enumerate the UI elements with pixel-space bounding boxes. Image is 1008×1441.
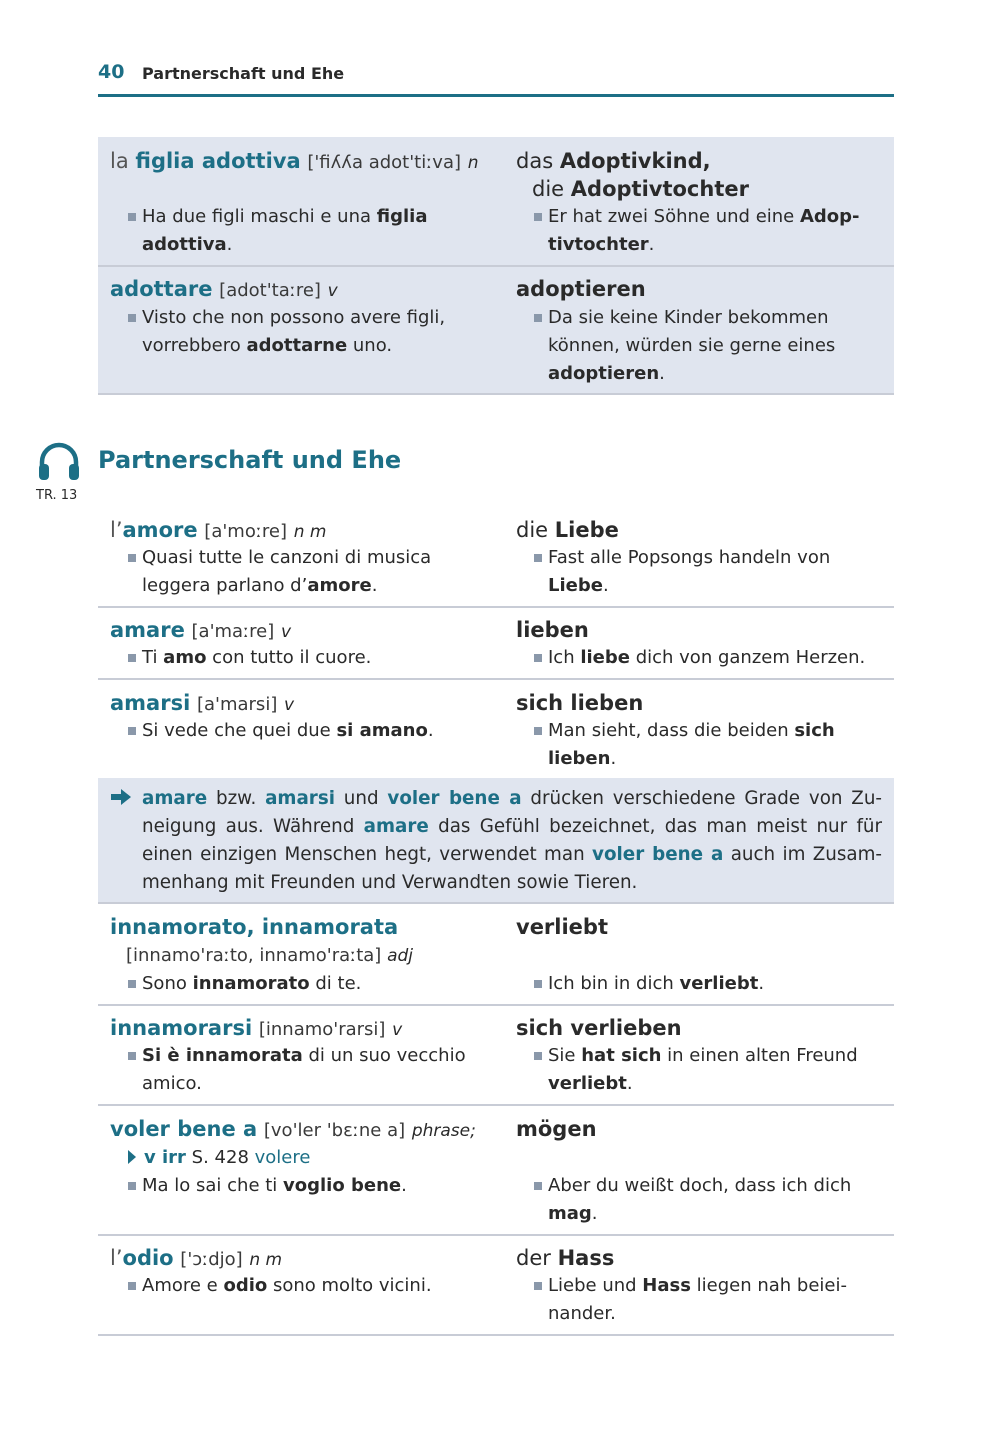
article: das [516,149,554,173]
entry-figlia-adottiva [98,137,894,267]
part-of-speech: adj [387,946,413,966]
example-line: Amore e odio sono molto vicini. [142,1275,432,1296]
usage-note [98,778,894,904]
entry-odio [98,1236,894,1336]
note-line: menhang mit Freunden und Verwandten sowie Tieren. [142,872,638,893]
bullet-icon [534,213,542,221]
example-line: Fast alle Popsongs handeln von [548,547,831,568]
translation-line [516,516,619,544]
translation-line [516,275,646,303]
bullet-icon [534,1052,542,1060]
pronunciation: [a'marsi] [196,694,278,715]
note-line: neigung aus. Während amare das Gefühl bezeichnet, das man meist nur für [142,816,882,837]
headphones-icon[interactable] [36,440,82,482]
entry-amarsi [98,680,894,778]
headword: figlia adottiva [135,149,301,173]
example-line: tivtochter. [548,234,655,255]
article: l’ [110,1246,123,1270]
headword-line [110,275,338,305]
headword: voler bene a [110,1117,258,1141]
example-line: können, würden sie gerne eines [548,335,836,356]
article: die [532,177,565,201]
headword-line [110,1115,476,1145]
entry-innamorarsi [98,1006,894,1106]
translation: verliebt [516,915,608,939]
entry-amore [98,508,894,608]
bullet-icon [128,554,136,562]
pronunciation: [innamo'raːto, innamo'raːta] [126,945,382,966]
bullet-icon [128,314,136,322]
example-line: Er hat zwei Söhne und eine Adop- [548,206,860,227]
bullet-icon [128,1182,136,1190]
example-line: Aber du weißt doch, dass ich dich [548,1175,852,1196]
example-line: Sie hat sich in einen alten Freund [548,1045,858,1066]
headword: amarsi [110,691,191,715]
pronunciation: [adot'taːre] [219,280,321,301]
bullet-icon [534,727,542,735]
bullet-icon [534,1182,542,1190]
page-number: 40 [98,61,125,83]
example-line: Man sieht, dass die beiden sich [548,720,835,741]
triangle-right-icon [128,1150,136,1164]
translation-line [532,175,749,203]
headword-line [110,1014,402,1044]
translation-line [516,1115,597,1143]
pronunciation-line [126,942,413,970]
bullet-icon [128,980,136,988]
cross-reference[interactable]: v irr S. 428 volere [128,1144,310,1172]
article: der [516,1246,551,1270]
entry-innamorato [98,904,894,1006]
pronunciation: [innamo'rarsi] [258,1019,386,1040]
translation: lieben [516,618,589,642]
headword: odio [122,1246,174,1270]
running-header [98,58,894,97]
pronunciation: ['fiʎʎa adot'tiːva] [307,152,461,173]
translation-line [516,616,589,644]
translation-line [516,147,711,175]
headword: amare [110,618,185,642]
translation: mögen [516,1117,597,1141]
example-line: Ma lo sai che ti voglio bene. [142,1175,407,1196]
bullet-icon [128,654,136,662]
part-of-speech: phrase; [411,1121,476,1141]
pronunciation: ['ɔːdjo] [180,1249,243,1270]
translation-line [516,1244,614,1272]
part-of-speech: n m [249,1250,283,1270]
translation: Adoptivkind, [559,149,711,173]
headword-line [110,616,291,646]
track-label: TR. 13 [36,488,78,503]
headword-line [110,1244,282,1274]
bullet-icon [128,727,136,735]
example-line: nander. [548,1303,616,1324]
example-line: Si è innamorata di un suo vecchio [142,1045,466,1066]
bullet-icon [128,1052,136,1060]
note-line: amare bzw. amarsi und voler bene a drücken verschiedene Grade von Zu- [142,788,883,809]
example-line: Si vede che quei due si amano. [142,720,434,741]
bullet-icon [534,554,542,562]
bullet-icon [534,654,542,662]
article: l’ [110,518,123,542]
example-line: Visto che non possono avere figli, [142,307,446,328]
entry-amare [98,608,894,680]
example-line: Ha due figli maschi e una figlia [142,206,428,227]
bullet-icon [534,980,542,988]
bullet-icon [534,314,542,322]
headword: adottare [110,277,213,301]
example-line: adoptieren. [548,363,665,384]
bullet-icon [128,1282,136,1290]
example-line: Da sie keine Kinder bekommen [548,307,829,328]
entry-voler-bene-a [98,1106,894,1236]
example-line: Liebe und Hass liegen nah beiei- [548,1275,848,1296]
example-line: Quasi tutte le canzoni di musica [142,547,432,568]
headword: amore [122,518,198,542]
headword-line [110,689,294,719]
example-line: lieben. [548,748,617,769]
entry-adottare [98,267,894,395]
example-line: Sono innamorato di te. [142,973,362,994]
note-line: einen einzigen Menschen hegt, verwendet man voler bene a auch im Zusam- [142,844,882,865]
article: la [110,149,129,173]
part-of-speech: v [392,1020,403,1040]
headword: innamorarsi [110,1016,253,1040]
part-of-speech: n [467,153,479,173]
part-of-speech: n m [293,522,327,542]
article: die [516,518,549,542]
headword-line [110,913,398,941]
example-line: adottiva. [142,234,233,255]
translation: Liebe [554,518,619,542]
example-line: Ich liebe dich von ganzem Herzen. [548,647,866,668]
translation-line [516,1014,682,1042]
translation: Adoptivtochter [570,177,749,201]
headword-line [110,516,326,546]
pronunciation: [vo'ler 'bɛːne a] [263,1120,406,1141]
example-line: amico. [142,1073,202,1094]
bullet-icon [534,1282,542,1290]
pronunciation: [a'moːre] [204,521,288,542]
arrow-right-icon [110,788,132,806]
example-line: verliebt. [548,1073,633,1094]
translation-line [516,689,643,717]
headword-line [110,147,478,177]
translation: adoptieren [516,277,646,301]
example-line: Liebe. [548,575,609,596]
part-of-speech: v [327,281,338,301]
example-line: Ich bin in dich verliebt. [548,973,765,994]
example-line: Ti amo con tutto il cuore. [142,647,372,668]
example-line: mag. [548,1203,598,1224]
translation: Hass [557,1246,615,1270]
pronunciation: [a'maːre] [191,621,275,642]
bullet-icon [128,213,136,221]
translation-line [516,913,608,941]
section-title: Partnerschaft und Ehe [98,446,402,474]
part-of-speech: v [280,622,291,642]
example-line: leggera parlano d’amore. [142,575,378,596]
translation: sich verlieben [516,1016,682,1040]
headword: innamorato, innamorata [110,915,399,939]
header-title: Partnerschaft und Ehe [142,64,345,83]
part-of-speech: v [284,695,295,715]
example-line: vorrebbero adottarne uno. [142,335,393,356]
translation: sich lieben [516,691,644,715]
